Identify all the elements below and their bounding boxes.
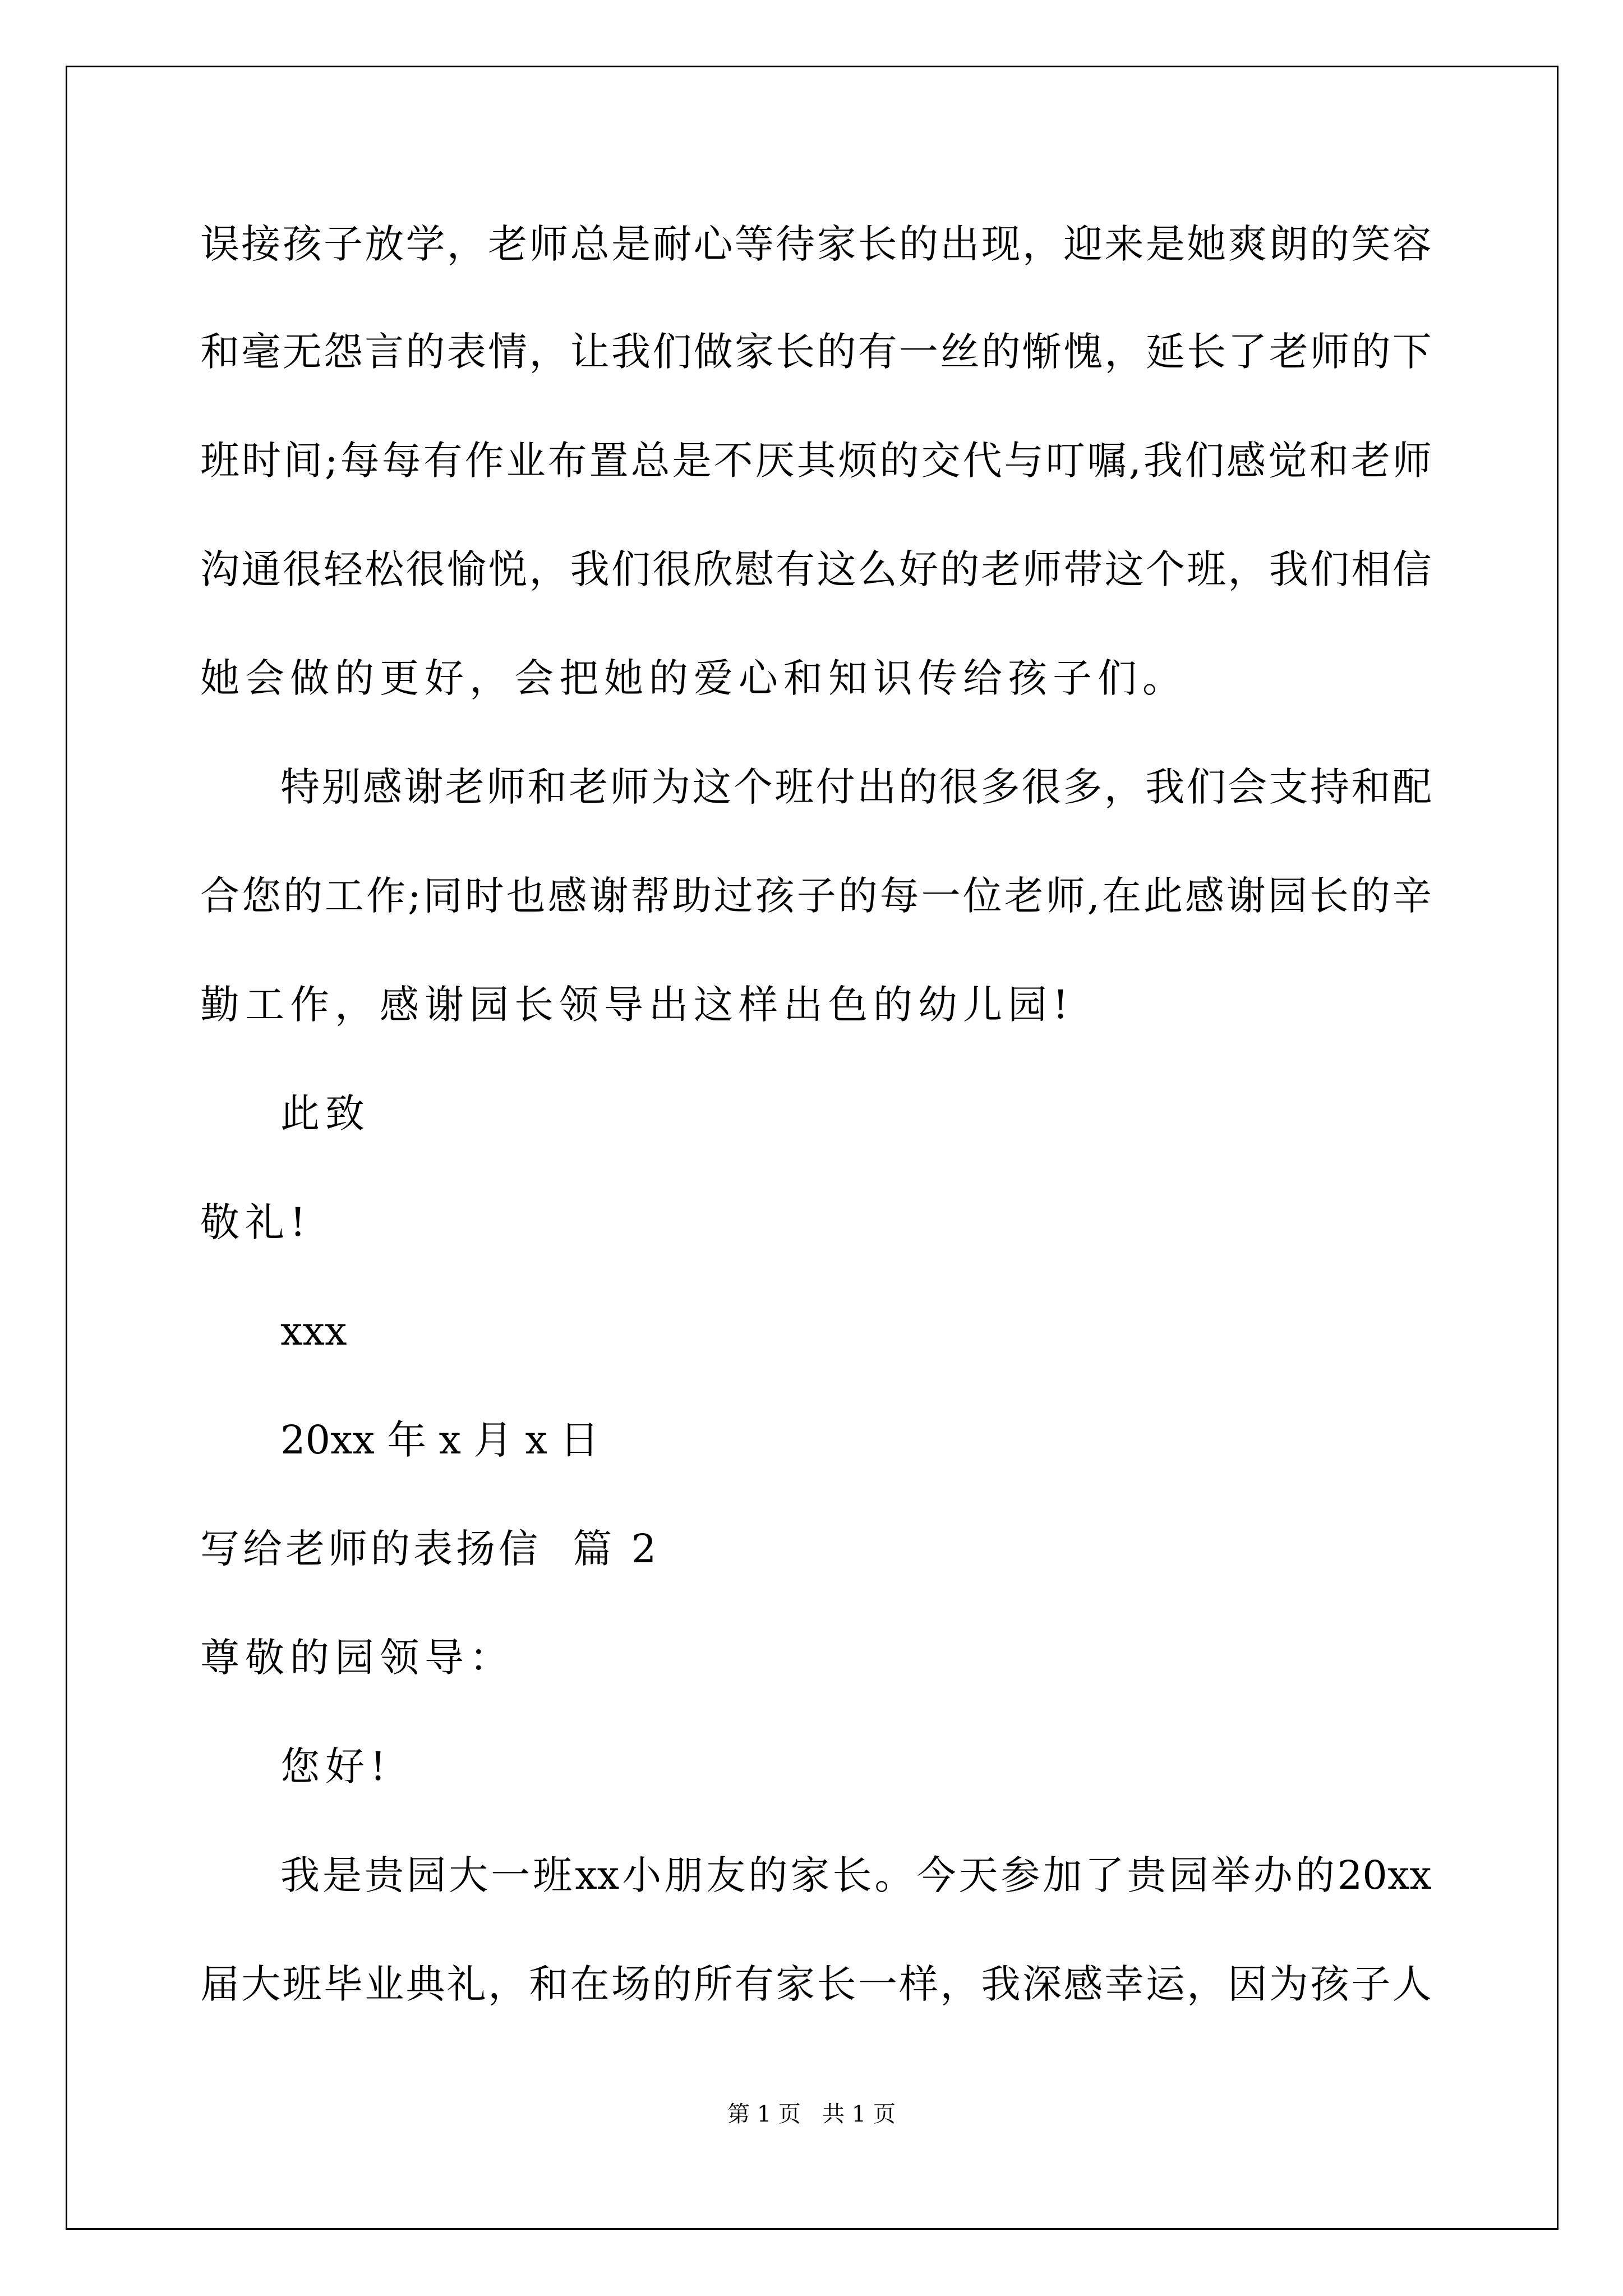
closing-line: 此致: [280, 1091, 370, 1137]
paragraph-1-line-3: 班 时 间 ; 每 每 有 作 业 布 置 总 是 不 厌 其 烦 的 交 代 与 叮 嘱 , 我 们 感 觉 和 老 师: [200, 438, 1432, 484]
paragraph-1-line-5: 她会做的更好，会把她的爱心和知识传给孩子们。: [200, 655, 1187, 701]
page-number-footer: 第 1 页 共 1 页: [727, 2101, 896, 2127]
date-line: 20xx 年 x 月 x 日: [280, 1417, 600, 1463]
paragraph-3-line-1: 我 是 贵 园 大 一 班 xx 小 朋 友 的 家 长 。 今 天 参 加 了 贵 园 举 办 的 20xx: [280, 1852, 1432, 1898]
section-heading: 写给老师的表扬信 篇 2: [200, 1526, 660, 1572]
greeting-line: 尊敬的园领导：: [200, 1635, 514, 1681]
paragraph-1-line-4: 沟 通 很 轻 松 很 愉 悦 ， 我 们 很 欣 慰 有 这 么 好 的 老 师 带 这 个 班 ， 我 们 相 信: [200, 546, 1432, 592]
paragraph-1-line-2: 和 毫 无 怨 言 的 表 情 ， 让 我 们 做 家 长 的 有 一 丝 的 惭 愧 ， 延 长 了 老 师 的 下: [200, 329, 1432, 375]
paragraph-3-line-2: 届 大 班 毕 业 典 礼 ， 和 在 场 的 所 有 家 长 一 样 ， 我 深 感 幸 运 ， 因 为 孩 子 人: [200, 1961, 1432, 2007]
paragraph-2-line-3: 勤工作，感谢园长领导出这样出色的幼儿园!: [200, 982, 1075, 1028]
paragraph-2-line-2: 合 您 的 工 作 ; 同 时 也 感 谢 帮 助 过 孩 子 的 每 一 位 老 师 , 在 此 感 谢 园 长 的 辛: [200, 873, 1432, 919]
paragraph-2-line-1: 特 别 感 谢 老 师 和 老 师 为 这 个 班 付 出 的 很 多 很 多 ， 我 们 会 支 持 和 配: [280, 764, 1432, 810]
paragraph-1-line-1: 误 接 孩 子 放 学 ， 老 师 总 是 耐 心 等 待 家 长 的 出 现 ， 迎 来 是 她 爽 朗 的 笑 容: [200, 221, 1432, 267]
page-border: [66, 66, 1559, 2230]
hello-line: 您好!: [280, 1743, 392, 1789]
signature-line: xxx: [280, 1308, 347, 1354]
salute-line: 敬礼!: [200, 1199, 312, 1245]
